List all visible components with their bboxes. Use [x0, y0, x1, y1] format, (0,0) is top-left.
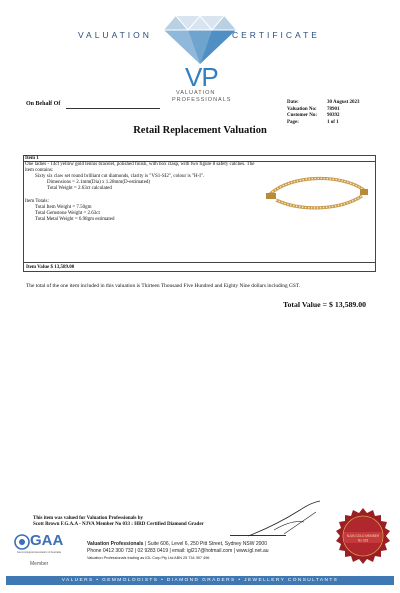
bracelet-photo-icon — [262, 170, 372, 220]
valuer-line-2: Scott Brown F.G.A.A - NJVA Member No 033 : HRD Certified Diamond Grader — [33, 522, 204, 527]
valuer-line-1: This item was valued for Valuation Professionals by — [33, 516, 143, 521]
item-details — [25, 156, 255, 223]
on-behalf-of-line — [66, 108, 160, 109]
item-total-gemstone-weight: Total Gemstone Weight = 2.63ct — [35, 210, 100, 216]
meta-row-date — [287, 100, 360, 107]
meta-value: 78901 — [327, 106, 340, 112]
contact-block — [87, 541, 269, 562]
contact-phone-email: Phone 0412 300 732 | 02 9283 0419 | email: igl217@hotmail.com | www.igl.net.au — [87, 548, 269, 554]
meta-label: Customer No: — [287, 113, 318, 119]
meta-row-customer-no — [287, 113, 360, 120]
item-total-item-weight: Total Item Weight = 7.50gm — [35, 204, 92, 210]
seal-line-2: No 033 — [357, 538, 369, 543]
meta-value: 1 of 1 — [327, 119, 339, 125]
footer-banner: VALUERS • GEMMOLOGISTS • DIAMOND GRADERS • JEWELLERY CONSULTANTS — [6, 576, 394, 585]
item-total-weight: Total Weight = 2.63ct calculated — [47, 186, 112, 192]
header-certificate-word: CERTIFICATE — [232, 30, 320, 40]
valuer-statement — [33, 516, 204, 528]
header-valuation-word: VALUATION — [78, 30, 152, 40]
on-behalf-of-label: On Behalf Of — [26, 101, 61, 107]
item-heading: Item 1 — [25, 156, 39, 161]
meta-row-valuation-no — [287, 107, 360, 114]
meta-value: 90392 — [327, 113, 340, 119]
logo-vp-letters: VP — [185, 62, 218, 92]
contact-address — [87, 541, 269, 548]
total-value: Total Value = $ 13,589.00 — [283, 300, 367, 309]
meta-label: Page: — [287, 119, 299, 125]
meta-value: 30 August 2023 — [327, 100, 360, 105]
item-total-metal-weight: Total Metal Weight = 6.98gm estimated — [35, 216, 115, 222]
valuation-summary: The total of the one item included in this valuation is Thirteen Thousand Five Hundred and Eighty Nine dollars including GST. — [26, 283, 301, 289]
contact-abn: Valuation Professionals trading as IGL Corp Pty Ltd ABN 25 734 397 496 — [87, 556, 210, 560]
diamond-logo-icon — [162, 14, 238, 66]
seal-line-1: NJVA GOLD MEMBER — [346, 534, 380, 538]
gold-member-seal-icon — [334, 507, 392, 565]
page-title: Retail Replacement Valuation — [133, 125, 267, 136]
gaa-member: Member — [30, 561, 49, 567]
gaa-subtitle: Gemmological Association of Australia — [17, 551, 61, 554]
item-totals-heading: Item Totals: — [25, 198, 49, 204]
gaa-name: GAA — [30, 532, 64, 549]
item-description: One ladies - 14ct yellow gold tennis bracelet, polished finish, with box clasp, with two figure 8 safety catches. The item contains: — [25, 162, 255, 174]
document-meta — [287, 100, 360, 126]
item-dimensions: Dimensions = 2.1mm(Dia) x 1.28mm(D-estimated) — [47, 180, 151, 186]
company-name: Valuation Professionals — [87, 541, 144, 547]
signature-icon — [244, 500, 324, 540]
meta-label: Date: — [287, 100, 299, 105]
meta-label: Valuation No: — [287, 106, 317, 112]
item-value: Item Value $ 13,589.00 — [23, 262, 376, 272]
logo-subtitle-professionals: PROFESSIONALS — [172, 97, 232, 103]
company-address: | Suite 606, Level 6, 250 Pitt Street, Sydney NSW 2000 — [143, 541, 267, 547]
item-stones: Sixty six claw set round brilliant cut diamonds, clarity is "VS1-SI2", colour is "H-I". — [35, 174, 205, 180]
logo-subtitle-valuation: VALUATION — [176, 90, 216, 96]
